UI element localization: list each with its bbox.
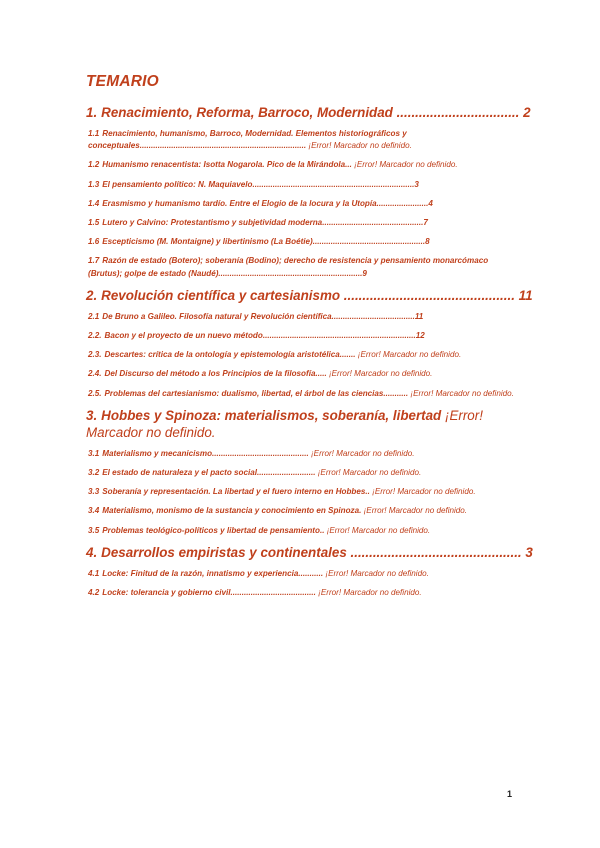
- toc-entry-link[interactable]: [88, 311, 514, 323]
- entry-number: 1.1: [88, 129, 100, 138]
- entry-number: 2.5.: [88, 388, 102, 398]
- entry-number: 1.6: [88, 237, 100, 247]
- toc-entry-link[interactable]: [88, 255, 514, 279]
- entry-number: 2.2.: [88, 331, 102, 341]
- toc-chapter-link[interactable]: [86, 544, 533, 561]
- entry-page: ¡Error! Marcador no definido.: [357, 350, 462, 360]
- chapter-number: 2.: [86, 287, 98, 303]
- toc-entry-link[interactable]: [88, 330, 514, 342]
- entry-title: El pensamiento político: N. Maquiavelo.: [102, 179, 255, 189]
- toc-heading: TEMARIO: [86, 73, 159, 90]
- chapter-page: 2: [523, 105, 531, 120]
- entry-page: 8: [425, 237, 430, 247]
- toc-entry-link[interactable]: [88, 236, 514, 248]
- dot-leader: ....................................: [333, 311, 415, 321]
- entry-page: 11: [414, 311, 424, 321]
- table-of-contents: [86, 104, 533, 606]
- chapter-title: Desarrollos empiristas y continentales: [101, 544, 347, 560]
- entry-page: ¡Error! Marcador no definido.: [354, 160, 458, 170]
- entry-title: El estado de naturaleza y el pacto social: [102, 468, 258, 478]
- entry-number: 3.4: [88, 506, 100, 516]
- entry-title: Descartes: crítica de la ontología y epistemología aristotélica.: [104, 350, 343, 360]
- entry-number: 2.4.: [88, 369, 102, 379]
- chapter-number: 4.: [86, 544, 98, 560]
- entry-number: 2.3.: [88, 350, 102, 360]
- entry-page: 7: [423, 218, 428, 228]
- entry-page: ¡Error! Marcador no definido.: [410, 388, 514, 398]
- toc-entry-link[interactable]: [88, 505, 514, 517]
- dot-leader: .: [367, 487, 370, 497]
- dot-leader: ......................: [378, 198, 429, 208]
- dot-leader: ...................................................................: [265, 331, 416, 341]
- entry-title: Locke: tolerancia y gobierno civil.: [102, 588, 233, 598]
- chapter-page: 3: [525, 544, 533, 560]
- entry-number: 3.2: [88, 468, 100, 478]
- entry-number: 1.2: [88, 160, 100, 170]
- entry-number: 1.5: [88, 218, 100, 228]
- toc-entry-link[interactable]: [88, 486, 514, 498]
- entry-page: ¡Error! Marcador no definido.: [372, 487, 476, 497]
- dot-leader: ..........................................: [214, 448, 309, 458]
- entry-number: 1.3: [88, 179, 100, 189]
- entry-page: ¡Error! Marcador no definido.: [308, 141, 412, 151]
- entry-number: 3.3: [88, 487, 100, 497]
- entry-number: 4.2: [88, 588, 100, 598]
- entry-page: ¡Error! Marcador no definido.: [325, 568, 429, 578]
- toc-entry-link[interactable]: [88, 587, 514, 599]
- entry-page: ¡Error! Marcador no definido.: [326, 525, 431, 535]
- entry-title: Problemas teológico-políticos y libertad de pensamiento.: [102, 525, 323, 535]
- entry-title: Materialismo y mecanicismo.: [102, 448, 215, 458]
- entry-number: 1.7: [88, 256, 100, 266]
- entry-number: 2.1: [88, 311, 100, 321]
- chapter-title: Hobbes y Spinoza: materialismos, soberanía, libertad: [101, 407, 442, 423]
- dot-leader: .....................................: [232, 588, 316, 598]
- toc-entry-link[interactable]: [88, 388, 514, 400]
- dot-leader: .................................: [396, 105, 520, 120]
- entry-page: ¡Error! Marcador no definido.: [310, 448, 415, 458]
- entry-title: Materialismo, monismo de la sustancia y conocimiento en Spinoza.: [102, 506, 362, 516]
- chapter-number: 3.: [86, 407, 98, 423]
- entry-title: Humanismo renacentista: Isotta Nogarola. Pico de la Mirándola: [102, 160, 346, 170]
- dot-leader: .: [322, 525, 325, 535]
- toc-entry-link[interactable]: [88, 198, 514, 210]
- toc-entry-link[interactable]: [88, 448, 514, 460]
- entry-number: 3.1: [88, 448, 100, 458]
- dot-leader: ..........................................................................: [139, 141, 307, 151]
- entry-number: 1.4: [88, 198, 100, 208]
- chapter-page: ¡Error! Marcador no definido.: [86, 407, 483, 440]
- dot-leader: ..............................................: [350, 544, 522, 560]
- entry-page: 9: [362, 268, 367, 278]
- entry-number: 4.1: [88, 568, 100, 578]
- entry-title: Lutero y Calvino: Protestantismo y subjetividad moderna: [102, 218, 323, 228]
- toc-entry-link[interactable]: [88, 568, 514, 580]
- toc-entry-link[interactable]: [88, 179, 514, 191]
- toc-chapter-link[interactable]: [86, 407, 514, 441]
- entry-title: Erasmismo y humanismo tardío. Entre el Elogio de la locura y la Utopía.: [102, 198, 379, 208]
- entry-title: De Bruno a Galileo. Filosofía natural y Revolución científica.: [102, 311, 334, 321]
- dot-leader: ...........: [383, 388, 409, 398]
- entry-title: Locke: Finitud de la razón, innatismo y experiencia: [102, 568, 299, 578]
- chapter-number: 1.: [86, 105, 98, 120]
- dot-leader: .......................................................................: [254, 179, 415, 189]
- page-number: 1: [507, 789, 513, 799]
- toc-entry-link[interactable]: [88, 349, 514, 361]
- entry-title: Soberanía y representación. La libertad y el fuero interno en Hobbes.: [102, 487, 368, 497]
- dot-leader: ...........: [298, 568, 324, 578]
- chapter-page: 11: [518, 287, 533, 303]
- entry-page: 3: [414, 179, 419, 189]
- chapter-title: Revolución científica y cartesianismo: [101, 287, 341, 303]
- entry-title: Del Discurso del método a los Principios de la filosofía: [104, 369, 316, 379]
- dot-leader: ......: [342, 350, 356, 360]
- toc-entry-link[interactable]: [88, 368, 514, 380]
- dot-leader: ..................................................: [312, 237, 426, 247]
- entry-title: Razón de estado (Botero); soberanía (Bodino); derecho de resistencia y pensamiento monarcómaco (Brutus); golpe de estado (Naudé): [88, 256, 489, 278]
- entry-title: Problemas del cartesianismo: dualismo, libertad, el árbol de las ciencias: [104, 388, 384, 398]
- toc-chapter-link[interactable]: [86, 104, 531, 121]
- entry-title: Escepticismo (M. Montaigne) y libertinismo (La Boétie): [102, 237, 313, 247]
- dot-leader: ...: [345, 160, 352, 170]
- entry-page: ¡Error! Marcador no definido.: [363, 506, 468, 516]
- dot-leader: ..............................................: [343, 287, 515, 303]
- entry-page: 4: [428, 198, 433, 208]
- dot-leader: .............................................: [322, 218, 424, 228]
- entry-page: 12: [415, 331, 425, 341]
- entry-number: 3.5: [88, 525, 100, 535]
- toc-entry-link[interactable]: [88, 525, 514, 537]
- entry-title: Renacimiento, humanismo, Barroco, Modernidad. Elementos historiográficos y conceptuales: [88, 129, 407, 151]
- dot-leader: ................................................................: [218, 268, 363, 278]
- dot-leader: ..........................: [257, 468, 316, 478]
- entry-page: ¡Error! Marcador no definido.: [317, 468, 422, 478]
- entry-page: ¡Error! Marcador no definido.: [328, 369, 433, 379]
- toc-chapter-link[interactable]: [86, 287, 533, 304]
- chapter-title: Renacimiento, Reforma, Barroco, Modernidad: [101, 105, 393, 120]
- toc-entry-link[interactable]: [88, 159, 514, 171]
- toc-entry-link[interactable]: [88, 467, 514, 479]
- toc-entry-link[interactable]: [88, 217, 514, 229]
- dot-leader: .....: [315, 369, 327, 379]
- entry-page: ¡Error! Marcador no definido.: [318, 588, 422, 598]
- toc-entry-link[interactable]: [88, 128, 514, 152]
- entry-title: Bacon y el proyecto de un nuevo método.: [104, 331, 266, 341]
